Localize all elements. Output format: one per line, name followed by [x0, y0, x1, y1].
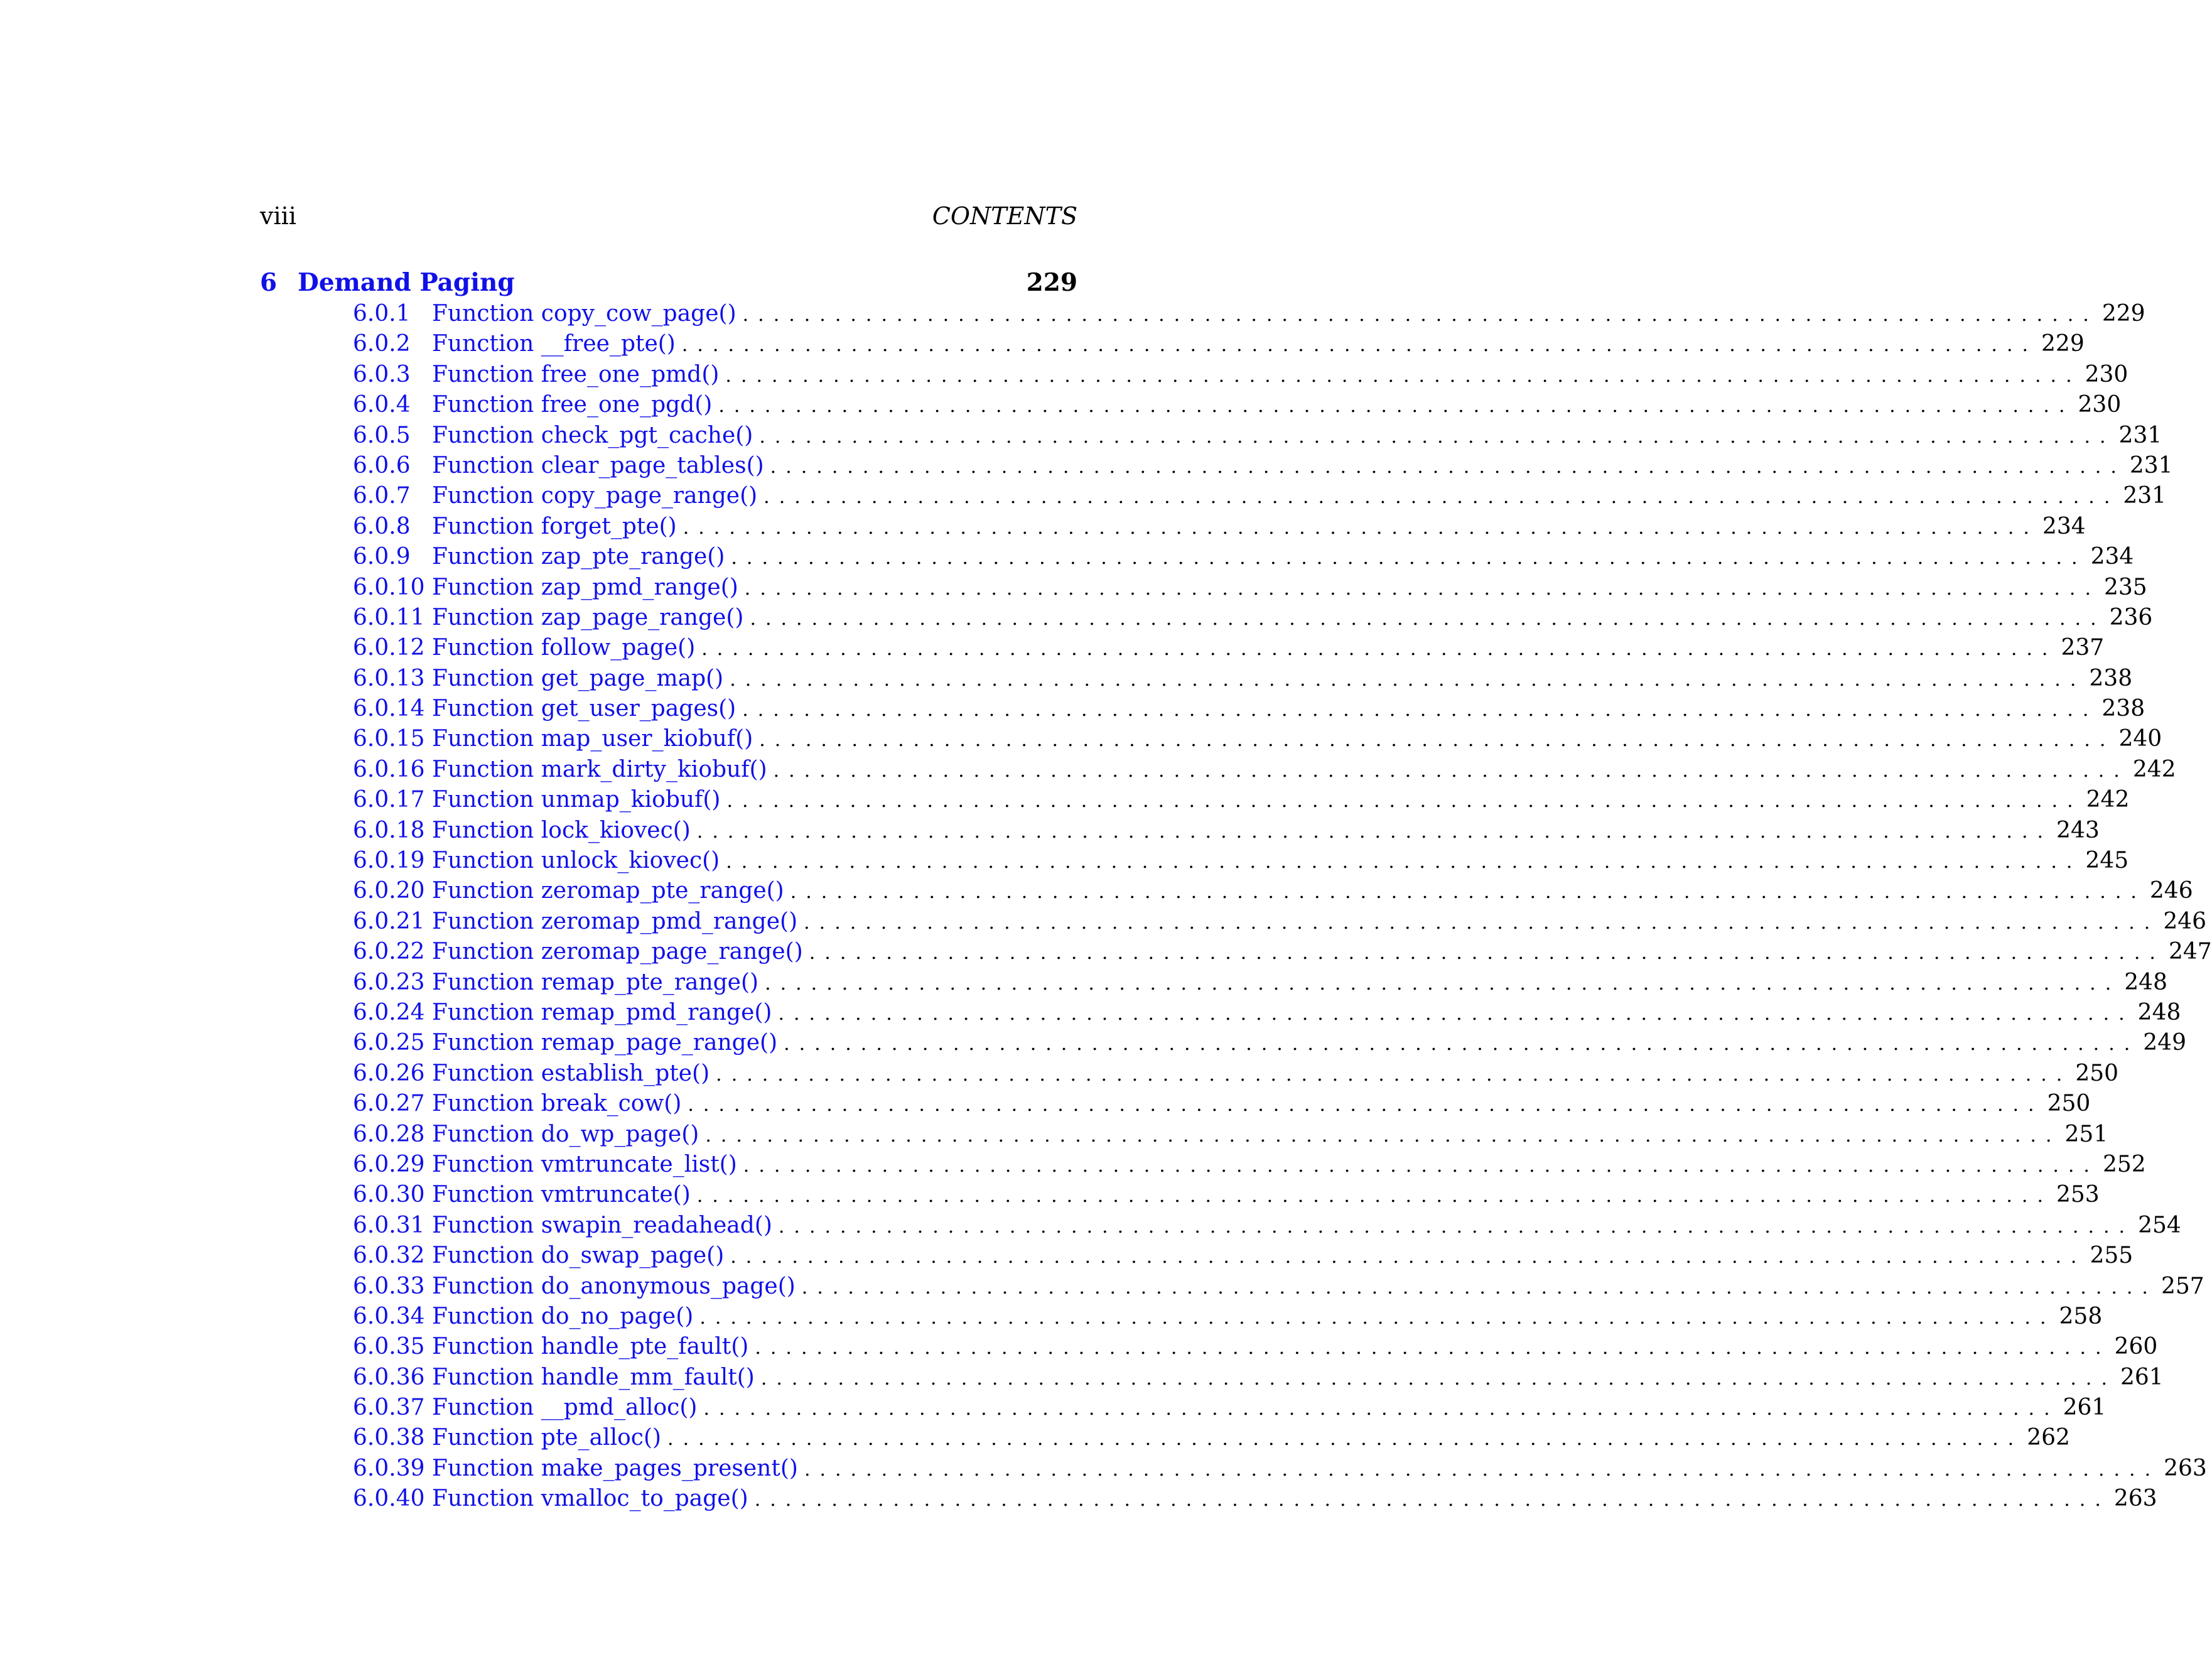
- dot-leader: ........................................................................................: [778, 1002, 2134, 1025]
- toc-entry-title[interactable]: Function remap_pte_range(): [432, 969, 759, 995]
- toc-entry-number[interactable]: 6.0.11: [353, 604, 425, 630]
- toc-entry-page: 243: [2056, 817, 2100, 843]
- page-number: viii: [260, 202, 296, 230]
- toc-entry[interactable]: [260, 603, 2153, 633]
- toc-entry[interactable]: [260, 573, 2147, 603]
- toc-entry-number[interactable]: 6.0.28: [353, 1121, 425, 1147]
- dot-leader: ........................................................................................: [725, 364, 2081, 387]
- toc-entry-page: 229: [2041, 331, 2085, 357]
- toc-entry-title[interactable]: Function copy_cow_page(): [432, 301, 736, 327]
- toc-entry-page: 246: [2149, 878, 2193, 904]
- toc-entry-number[interactable]: 6.0.33: [353, 1273, 425, 1299]
- toc-entry[interactable]: [260, 512, 2086, 542]
- toc-entry-title[interactable]: Function __pmd_alloc(): [432, 1395, 698, 1421]
- dot-leader: ........................................................................................: [750, 607, 2106, 630]
- toc-entry-page: 257: [2161, 1273, 2204, 1299]
- toc-entry-title[interactable]: Function do_anonymous_page(): [432, 1273, 796, 1299]
- toc-entry-page: 237: [2061, 635, 2105, 661]
- toc-entry[interactable]: [260, 542, 2134, 572]
- toc-entry-page: 229: [2101, 301, 2145, 327]
- running-head: [260, 200, 1077, 232]
- toc-entry-number[interactable]: 6.0.23: [353, 969, 425, 995]
- dot-leader: ........................................................................................: [667, 1428, 2024, 1451]
- toc-entry[interactable]: [260, 1393, 2107, 1423]
- toc-entry-page: 235: [2103, 574, 2147, 600]
- toc-entry-page: 250: [2047, 1091, 2091, 1117]
- toc-entry-title[interactable]: Function zap_pmd_range(): [432, 574, 738, 600]
- toc-entry-number[interactable]: 6.0.8: [353, 513, 411, 539]
- toc-entry-title[interactable]: Function vmtruncate(): [432, 1182, 691, 1208]
- dot-leader: ........................................................................................: [730, 668, 2086, 691]
- toc-entry[interactable]: [260, 421, 2162, 451]
- dot-leader: ........................................................................................: [742, 304, 2098, 326]
- toc-entry-title[interactable]: Function forget_pte(): [432, 513, 677, 539]
- toc-entry-number[interactable]: 6.0.14: [353, 696, 425, 722]
- toc-entry-title[interactable]: Function vmalloc_to_page(): [432, 1486, 748, 1512]
- dot-leader: ........................................................................................: [726, 851, 2082, 873]
- toc-entry-number[interactable]: 6.0.10: [353, 574, 425, 600]
- toc-entry-title[interactable]: Function mark_dirty_kiobuf(): [432, 756, 767, 782]
- toc-entry-title[interactable]: Function get_page_map(): [432, 665, 724, 691]
- running-title: CONTENTS: [932, 202, 1077, 230]
- toc-entry-title[interactable]: Function establish_pte(): [432, 1060, 710, 1086]
- toc-entry-number[interactable]: 6.0.29: [353, 1151, 425, 1177]
- toc-entry-page: 263: [2164, 1455, 2207, 1481]
- toc-entry-number[interactable]: 6.0.1: [353, 301, 411, 327]
- dot-leader: ........................................................................................: [801, 1276, 2157, 1299]
- dot-leader: ........................................................................................: [754, 1489, 2110, 1511]
- toc-entry-page: 230: [2078, 392, 2122, 418]
- toc-entry[interactable]: [260, 451, 2173, 481]
- dot-leader: ........................................................................................: [718, 395, 2074, 418]
- toc-entry-title[interactable]: Function zap_page_range(): [432, 604, 744, 630]
- toc-entry[interactable]: [260, 785, 2130, 815]
- dot-leader: ........................................................................................: [731, 547, 2087, 570]
- dot-leader: ........................................................................................: [759, 729, 2115, 752]
- toc-entry-page: 261: [2063, 1395, 2107, 1421]
- toc-entry[interactable]: [260, 816, 2100, 846]
- toc-entry-title[interactable]: Function lock_kiovec(): [432, 817, 691, 843]
- toc-entry-page: 249: [2143, 1030, 2187, 1056]
- toc-entry-number[interactable]: 6.0.19: [353, 848, 425, 874]
- toc-entry-title[interactable]: Function vmtruncate_list(): [432, 1151, 737, 1177]
- dot-leader: ........................................................................................: [755, 1337, 2111, 1359]
- toc-entry-number[interactable]: 6.0.35: [353, 1334, 425, 1360]
- toc-entry-page: 252: [2102, 1151, 2146, 1177]
- toc-entry-number[interactable]: 6.0.17: [353, 787, 425, 813]
- toc-entry-page: 231: [2123, 483, 2167, 509]
- toc-entry-title[interactable]: Function handle_pte_fault(): [432, 1334, 749, 1360]
- dot-leader: ........................................................................................: [682, 516, 2039, 539]
- toc-entry-page: 238: [2101, 696, 2145, 722]
- toc-entry[interactable]: [260, 1180, 2100, 1210]
- toc-entry-page: 245: [2085, 848, 2129, 874]
- toc-entry-page: 254: [2138, 1212, 2181, 1238]
- toc-entry[interactable]: [260, 1120, 2108, 1150]
- toc-entry-number[interactable]: 6.0.27: [353, 1091, 425, 1117]
- toc-entry[interactable]: [260, 937, 2212, 967]
- toc-entry[interactable]: [260, 724, 2162, 754]
- toc-entry-title[interactable]: Function unlock_kiovec(): [432, 848, 720, 874]
- toc-entry-page: 262: [2027, 1425, 2070, 1451]
- toc-entry[interactable]: [260, 1150, 2146, 1180]
- toc-entry-number[interactable]: 6.0.22: [353, 939, 425, 965]
- toc-entry-page: 238: [2089, 665, 2133, 691]
- toc-entry[interactable]: [260, 299, 2145, 329]
- toc-entry[interactable]: [260, 1363, 2164, 1393]
- dot-leader: ........................................................................................: [773, 759, 2129, 782]
- dot-leader: ........................................................................................: [778, 1215, 2135, 1238]
- dot-leader: ........................................................................................: [742, 699, 2098, 721]
- toc-entry-title[interactable]: Function zap_pte_range(): [432, 544, 725, 570]
- toc-entry-page: 260: [2114, 1334, 2158, 1360]
- toc-entry[interactable]: [260, 1211, 2181, 1241]
- toc-entry-number[interactable]: 6.0.25: [353, 1030, 425, 1056]
- toc-entry-number[interactable]: 6.0.18: [353, 817, 425, 843]
- dot-leader: ........................................................................................: [744, 577, 2100, 600]
- toc-entry-title[interactable]: Function remap_page_range(): [432, 1030, 778, 1056]
- dot-leader: ........................................................................................: [760, 1367, 2117, 1390]
- dot-leader: ........................................................................................: [705, 1124, 2061, 1147]
- toc-entry-page: 248: [2137, 999, 2181, 1025]
- toc-entry-title[interactable]: Function swapin_readahead(): [432, 1212, 772, 1238]
- dot-leader: ........................................................................................: [703, 1398, 2059, 1420]
- dot-leader: ........................................................................................: [765, 972, 2121, 995]
- toc-entry[interactable]: [260, 876, 2193, 906]
- toc-entry-number[interactable]: 6.0.13: [353, 665, 425, 691]
- toc-entry-page: 248: [2124, 969, 2167, 995]
- toc-entry-title[interactable]: Function __free_pte(): [432, 331, 676, 357]
- toc-entry-page: 261: [2120, 1364, 2164, 1390]
- toc-entry-page: 246: [2163, 908, 2207, 934]
- dot-leader: ........................................................................................: [790, 881, 2146, 904]
- toc-entry[interactable]: [260, 755, 2176, 785]
- toc-entry-number[interactable]: 6.0.2: [353, 331, 411, 357]
- toc-entry-number[interactable]: 6.0.4: [353, 392, 411, 418]
- toc-entry-number[interactable]: 6.0.24: [353, 999, 425, 1025]
- toc-entry-title[interactable]: Function clear_page_tables(): [432, 452, 764, 478]
- toc-entry[interactable]: [260, 1302, 2103, 1332]
- toc-entry-list: [260, 299, 2212, 1515]
- toc-entry-page: 255: [2090, 1243, 2134, 1269]
- toc-entry-number[interactable]: 6.0.3: [353, 361, 411, 387]
- toc-entry-title[interactable]: Function get_user_pages(): [432, 696, 736, 722]
- toc-entry[interactable]: [260, 1332, 2158, 1362]
- toc-entry-number[interactable]: 6.0.36: [353, 1364, 425, 1390]
- chapter-heading[interactable]: [260, 266, 1077, 299]
- toc-entry-page: 230: [2085, 361, 2128, 387]
- toc-entry-number[interactable]: 6.0.12: [353, 635, 425, 661]
- toc-entry-number[interactable]: 6.0.9: [353, 544, 411, 570]
- dot-leader: ........................................................................................: [784, 1033, 2140, 1056]
- dot-leader: ........................................................................................: [696, 1185, 2053, 1207]
- toc-entry-number[interactable]: 6.0.20: [353, 878, 425, 904]
- toc-entry[interactable]: [260, 360, 2128, 390]
- toc-entry[interactable]: [260, 1423, 2070, 1453]
- dot-leader: ........................................................................................: [770, 455, 2126, 478]
- toc-entry-page: 236: [2109, 604, 2153, 630]
- toc-entry-page: 253: [2056, 1182, 2100, 1208]
- toc-entry-page: 258: [2059, 1303, 2103, 1329]
- toc-entry-page: 231: [2129, 452, 2173, 478]
- toc-entry[interactable]: [260, 907, 2207, 937]
- toc-entry-title[interactable]: Function pte_alloc(): [432, 1425, 662, 1451]
- toc-entry-number[interactable]: 6.0.34: [353, 1303, 425, 1329]
- toc-entry-page: 247: [2168, 939, 2212, 965]
- dot-leader: ........................................................................................: [763, 486, 2120, 509]
- dot-leader: ........................................................................................: [804, 1458, 2161, 1481]
- toc-entry[interactable]: [260, 1089, 2091, 1119]
- toc-entry-title[interactable]: Function zeromap_pmd_range(): [432, 908, 798, 934]
- toc-entry-title[interactable]: Function zeromap_page_range(): [432, 939, 803, 965]
- dot-leader: ........................................................................................: [743, 1154, 2099, 1177]
- toc-entry-title[interactable]: Function do_wp_page(): [432, 1121, 699, 1147]
- dot-leader: ........................................................................................: [726, 790, 2083, 813]
- chapter-title[interactable]: Demand Paging: [298, 268, 515, 297]
- dot-leader: ........................................................................................: [759, 425, 2115, 448]
- toc-entry-title[interactable]: Function unmap_kiobuf(): [432, 787, 721, 813]
- toc-entry-page: 251: [2064, 1121, 2108, 1147]
- dot-leader: ........................................................................................: [716, 1063, 2072, 1086]
- toc-entry-page: 231: [2118, 422, 2162, 448]
- toc-entry-page: 234: [2090, 544, 2134, 570]
- toc-entry-number[interactable]: 6.0.38: [353, 1425, 425, 1451]
- toc-entry-page: 240: [2118, 726, 2162, 752]
- toc-entry-number[interactable]: 6.0.31: [353, 1212, 425, 1238]
- toc-entry-title[interactable]: Function check_pgt_cache(): [432, 422, 753, 448]
- toc-entry-number[interactable]: 6.0.26: [353, 1060, 425, 1086]
- toc-entry-title[interactable]: Function handle_mm_fault(): [432, 1364, 755, 1390]
- toc-entry-number[interactable]: 6.0.6: [353, 452, 411, 478]
- toc-entry[interactable]: [260, 664, 2133, 694]
- toc-entry-title[interactable]: Function remap_pmd_range(): [432, 999, 772, 1025]
- dot-leader: ........................................................................................: [701, 638, 2058, 661]
- toc-entry[interactable]: [260, 1484, 2157, 1514]
- toc-entry-number[interactable]: 6.0.37: [353, 1395, 425, 1421]
- toc-entry-page: 234: [2042, 513, 2086, 539]
- toc-entry-title[interactable]: Function follow_page(): [432, 635, 696, 661]
- toc-entry-number[interactable]: 6.0.21: [353, 908, 425, 934]
- toc-entry-number[interactable]: 6.0.15: [353, 726, 425, 752]
- toc-entry[interactable]: [260, 1059, 2119, 1089]
- toc-entry[interactable]: [260, 1454, 2207, 1484]
- toc-entry-number[interactable]: 6.0.39: [353, 1455, 425, 1481]
- toc-entry-title[interactable]: Function do_no_page(): [432, 1303, 694, 1329]
- toc-entry-title[interactable]: Function free_one_pgd(): [432, 392, 713, 418]
- dot-leader: ........................................................................................: [696, 820, 2053, 843]
- toc-entry-title[interactable]: Function do_swap_page(): [432, 1243, 725, 1269]
- toc-entry-page: 242: [2086, 787, 2130, 813]
- dot-leader: ........................................................................................: [730, 1246, 2086, 1268]
- toc-entry-number[interactable]: 6.0.7: [353, 483, 411, 509]
- dot-leader: ........................................................................................: [804, 911, 2160, 934]
- toc-entry[interactable]: [260, 481, 2167, 511]
- toc-entry[interactable]: [260, 633, 2105, 663]
- toc-entry-number[interactable]: 6.0.32: [353, 1243, 425, 1269]
- toc-entry[interactable]: [260, 846, 2129, 876]
- toc-entry-number[interactable]: 6.0.16: [353, 756, 425, 782]
- toc-entry-title[interactable]: Function free_one_pmd(): [432, 361, 720, 387]
- toc-entry-number[interactable]: 6.0.40: [353, 1486, 425, 1512]
- dot-leader: ........................................................................................: [809, 942, 2165, 964]
- toc-entry-number[interactable]: 6.0.30: [353, 1182, 425, 1208]
- toc-entry-page: 250: [2075, 1060, 2119, 1086]
- dot-leader: ........................................................................................: [699, 1306, 2056, 1329]
- toc-entry[interactable]: [260, 998, 2181, 1028]
- toc-entry[interactable]: [260, 390, 2122, 420]
- toc-entry-number[interactable]: 6.0.5: [353, 422, 411, 448]
- toc-entry-page: 242: [2132, 756, 2176, 782]
- toc-entry[interactable]: [260, 694, 2145, 724]
- chapter-number[interactable]: 6: [260, 268, 278, 297]
- dot-leader: ........................................................................................: [681, 334, 2038, 357]
- toc-entry-title[interactable]: Function break_cow(): [432, 1091, 682, 1117]
- toc-entry-title[interactable]: Function copy_page_range(): [432, 483, 758, 509]
- chapter-page: 229: [1026, 268, 1077, 297]
- toc-entry[interactable]: [260, 1028, 2187, 1058]
- toc-entry[interactable]: [260, 1272, 2204, 1302]
- toc-entry-title[interactable]: Function zeromap_pte_range(): [432, 878, 784, 904]
- toc-entry-title[interactable]: Function map_user_kiobuf(): [432, 726, 753, 752]
- toc-entry[interactable]: [260, 1241, 2134, 1271]
- toc-entry[interactable]: [260, 968, 2167, 998]
- toc-entry[interactable]: [260, 329, 2085, 359]
- dot-leader: ........................................................................................: [688, 1094, 2044, 1116]
- toc-entry-title[interactable]: Function make_pages_present(): [432, 1455, 798, 1481]
- toc-entry-page: 263: [2113, 1486, 2157, 1512]
